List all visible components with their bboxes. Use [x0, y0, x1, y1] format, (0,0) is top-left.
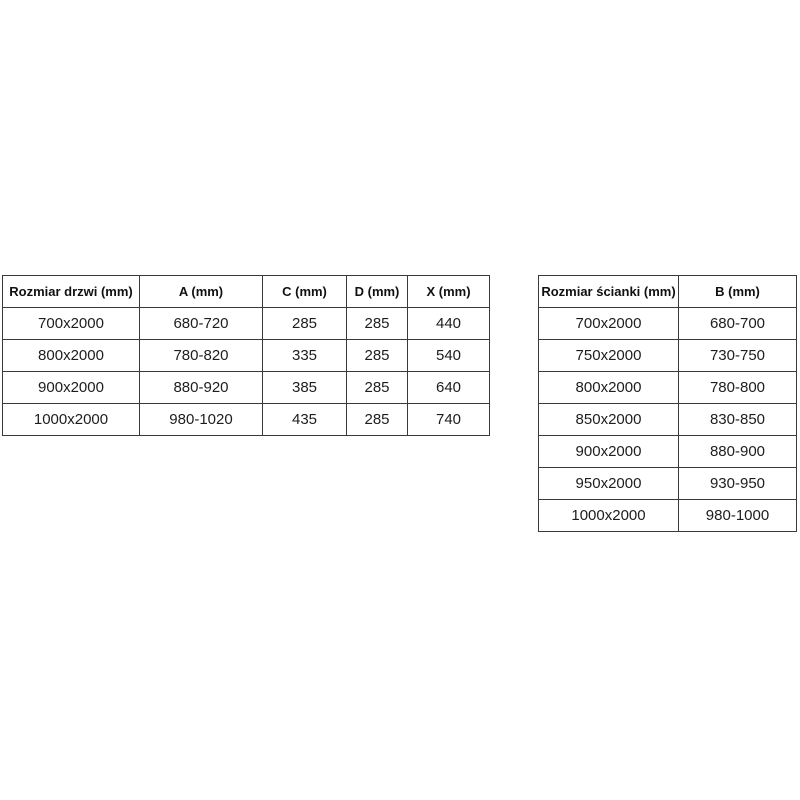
table-cell: 730-750	[679, 340, 797, 372]
table-row	[3, 340, 490, 372]
table-cell: 750x2000	[539, 340, 679, 372]
table-row	[3, 372, 490, 404]
table-row	[539, 436, 797, 468]
table-cell: 640	[408, 372, 490, 404]
wall-table-header-row	[539, 276, 797, 308]
table-cell: 1000x2000	[3, 404, 140, 436]
table-cell: 880-920	[140, 372, 263, 404]
table-cell: 980-1000	[679, 500, 797, 532]
table-cell: 285	[347, 404, 408, 436]
table-cell: 800x2000	[539, 372, 679, 404]
table-row	[539, 340, 797, 372]
table-cell: 440	[408, 308, 490, 340]
table-cell: 285	[263, 308, 347, 340]
table-row	[3, 404, 490, 436]
dim-d-column-header: D (mm)	[347, 276, 408, 308]
door-size-column-header: Rozmiar drzwi (mm)	[3, 276, 140, 308]
table-cell: 1000x2000	[539, 500, 679, 532]
table-cell: 385	[263, 372, 347, 404]
table-cell: 900x2000	[3, 372, 140, 404]
table-cell: 930-950	[679, 468, 797, 500]
table-cell: 435	[263, 404, 347, 436]
table-cell: 285	[347, 372, 408, 404]
table-cell: 680-700	[679, 308, 797, 340]
dim-a-column-header: A (mm)	[140, 276, 263, 308]
table-cell: 740	[408, 404, 490, 436]
table-cell: 285	[347, 340, 408, 372]
table-cell: 285	[347, 308, 408, 340]
table-cell: 980-1020	[140, 404, 263, 436]
table-row	[539, 468, 797, 500]
table-cell: 950x2000	[539, 468, 679, 500]
table-cell: 680-720	[140, 308, 263, 340]
table-cell: 800x2000	[3, 340, 140, 372]
table-row	[539, 308, 797, 340]
door-table-header-row	[3, 276, 490, 308]
wall-dimensions-table	[538, 275, 797, 532]
table-cell: 700x2000	[539, 308, 679, 340]
table-row	[3, 308, 490, 340]
dim-x-column-header: X (mm)	[408, 276, 490, 308]
door-dimensions-table	[2, 275, 490, 436]
wall-size-column-header: Rozmiar ścianki (mm)	[539, 276, 679, 308]
table-cell: 900x2000	[539, 436, 679, 468]
table-cell: 540	[408, 340, 490, 372]
table-row	[539, 500, 797, 532]
table-cell: 335	[263, 340, 347, 372]
table-cell: 700x2000	[3, 308, 140, 340]
table-row	[539, 372, 797, 404]
table-row	[539, 404, 797, 436]
dim-c-column-header: C (mm)	[263, 276, 347, 308]
table-cell: 780-820	[140, 340, 263, 372]
table-cell: 830-850	[679, 404, 797, 436]
table-cell: 880-900	[679, 436, 797, 468]
table-cell: 780-800	[679, 372, 797, 404]
dim-b-column-header: B (mm)	[679, 276, 797, 308]
table-cell: 850x2000	[539, 404, 679, 436]
